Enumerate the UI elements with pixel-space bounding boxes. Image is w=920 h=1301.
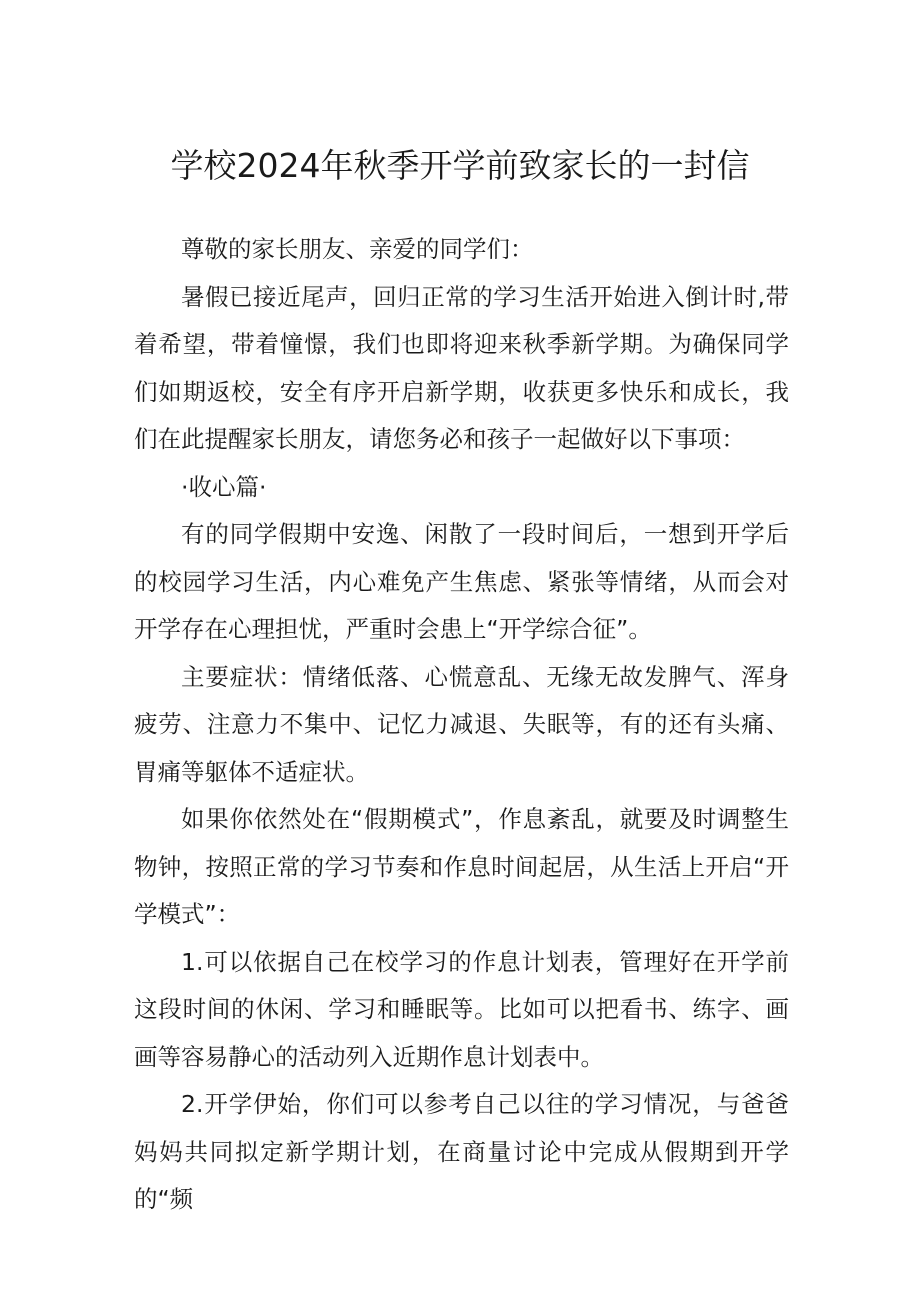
document-title: 学校2024年秋季开学前致家长的一封信 bbox=[170, 146, 750, 185]
paragraph-symptoms: 主要症状：情绪低落、心慌意乱、无缘无故发脾气、浑身疲劳、注意力不集中、记忆力减退、失眠等，有的还有头痛、胃痛等躯体不适症状。 bbox=[134, 662, 789, 786]
intro-paragraph: 暑假已接近尾声，回归正常的学习生活开始进入倒计时,带着希望，带着憧憬，我们也即将迎来秋季新学期。为确保同学们如期返校，安全有序开启新学期，收获更多快乐和成长，我们在此提醒家长朋友，请您务必和孩子一起做好以下事项： bbox=[134, 282, 789, 453]
salutation: 尊敬的家长朋友、亲爱的同学们： bbox=[181, 235, 534, 263]
list-item-1: 1.可以依据自己在校学习的作息计划表，管理好在开学前这段时间的休闲、学习和睡眠等。比如可以把看书、练字、画画等容易静心的活动列入近期作息计划表中。 bbox=[134, 947, 789, 1071]
paragraph-anxiety: 有的同学假期中安逸、闲散了一段时间后，一想到开学后的校园学习生活，内心难免产生焦虑、紧张等情绪，从而会对开学存在心理担忧，严重时会患上“开学综合征”。 bbox=[134, 520, 789, 643]
list-item-2: 2.开学伊始，你们可以参考自己以往的学习情况，与爸爸妈妈共同拟定新学期计划，在商量讨论中完成从假期到开学的“频 bbox=[134, 1090, 789, 1213]
paragraph-adjust: 如果你依然处在“假期模式”，作息紊乱，就要及时调整生物钟，按照正常的学习节奏和作息时间起居，从生活上开启“开学模式”： bbox=[134, 805, 789, 928]
section-heading: ·收心篇· bbox=[181, 472, 267, 501]
letter-body bbox=[134, 226, 789, 1224]
